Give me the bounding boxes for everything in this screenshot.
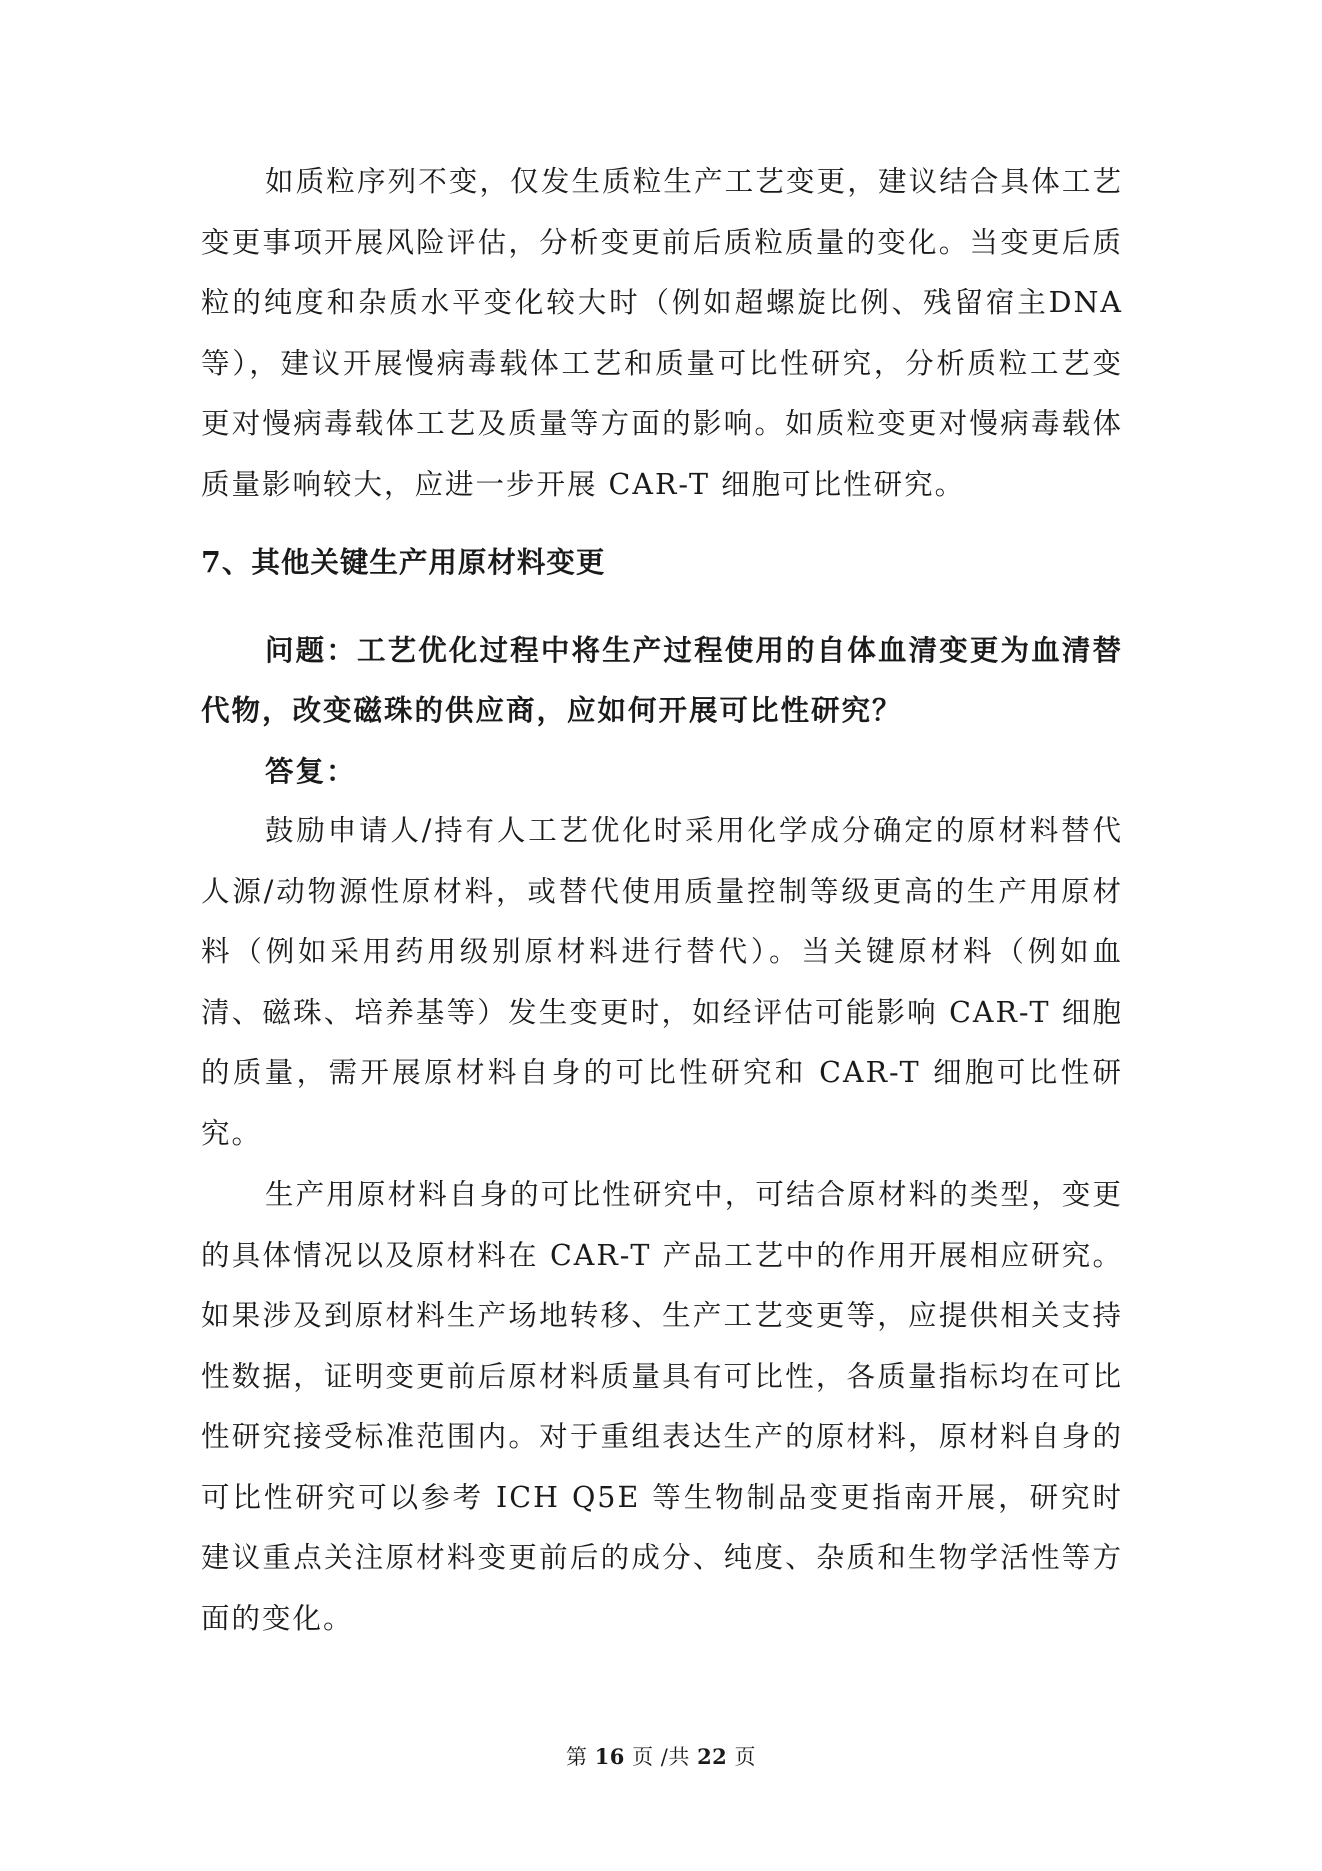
paragraph-raw-material-replacement: 鼓励申请人/持有人工艺优化时采用化学成分确定的原材料替代人源/动物源性原材料，或替代使用质量控制等级更高的生产用原材料（例如采用药用级别原材料进行替代）。当关键原材料（例如血清、磁珠、培养基等）发生变更时，如经评估可能影响 CAR-T 细胞的质量，需开展原材料自身的可比性研究和 CAR-T 细胞可比性研究。 [201, 814, 1123, 1150]
section-heading: 7、其他关键生产用原材料变更 [201, 545, 606, 579]
question-text: 问题：工艺优化过程中将生产过程使用的自体血清变更为血清替代物，改变磁珠的供应商，应如何开展可比性研究？ [201, 632, 1123, 727]
page-body [201, 152, 1123, 1649]
answer-label: 答复： [265, 753, 357, 788]
footer-current-page: 16 [594, 1744, 625, 1769]
page-footer [0, 1743, 1322, 1771]
footer-total-pages: 22 [697, 1744, 728, 1769]
footer-suffix: 页 [734, 1745, 756, 1769]
paragraph-raw-material-comparability: 生产用原材料自身的可比性研究中，可结合原材料的类型，变更的具体情况以及原材料在 CAR-T 产品工艺中的作用开展相应研究。如果涉及到原材料生产场地转移、生产工艺变更等，应提供相关支持性数据，证明变更前后原材料质量具有可比性，各质量指标均在可比性研究接受标准范围内。对于重组表达生产的原材料，原材料自身的可比性研究可以参考 ICH Q5E 等生物制品变更指南开展，研究时建议重点关注原材料变更前后的成分、纯度、杂质和生物学活性等方面的变化。 [201, 1178, 1123, 1635]
paragraph-plasmid-change: 如质粒序列不变，仅发生质粒生产工艺变更，建议结合具体工艺变更事项开展风险评估，分析变更前后质粒质量的变化。当变更后质粒的纯度和杂质水平变化较大时（例如超螺旋比例、残留宿主DNA 等），建议开展慢病毒载体工艺和质量可比性研究，分析质粒工艺变更对慢病毒载体工艺及质量等方面的影响。如质粒变更对慢病毒载体质量影响较大，应进一步开展 CAR-T 细胞可比性研究。 [201, 165, 1123, 501]
footer-prefix: 第 [566, 1745, 588, 1769]
footer-middle: 页 /共 [632, 1745, 690, 1769]
